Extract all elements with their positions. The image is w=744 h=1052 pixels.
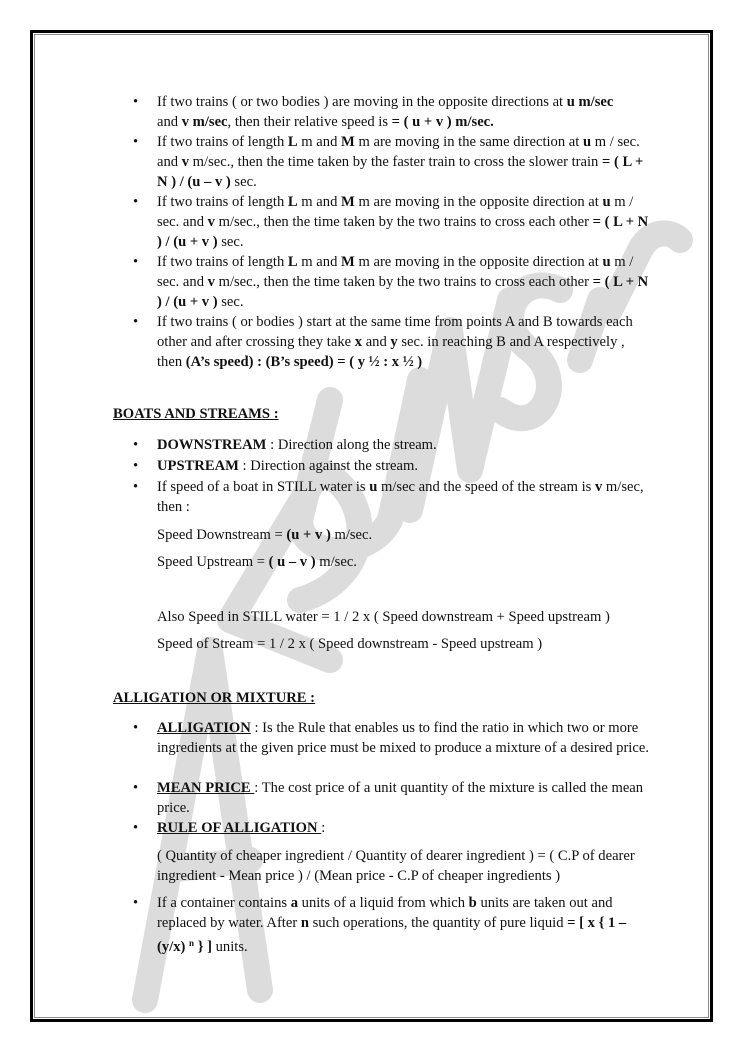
speed-upstream: Speed Upstream = ( u – v ) m/sec. [157,554,357,570]
bullet-icon: • [133,895,139,911]
speed-downstream: Speed Downstream = (u + v ) m/sec. [157,527,373,543]
section-heading-alligation: ALLIGATION OR MIXTURE : [113,690,316,706]
still-water-formula: Also Speed in STILL water = 1 / 2 x ( Speed downstream + Speed upstream ) [157,609,610,625]
bullet-icon: • [133,194,139,210]
stream-speed-formula: Speed of Stream = 1 / 2 x ( Speed downstream - Speed upstream ) [157,636,543,652]
bullet-icon: • [133,820,139,836]
bullet-icon: • [133,458,139,474]
bullet-icon: • [133,254,139,270]
bullet-icon: • [133,479,139,495]
section-heading-boats: BOATS AND STREAMS : [113,406,279,422]
bullet-icon: • [133,94,139,110]
alligation-rule-formula: ( Quantity of cheaper ingredient / Quantity of dearer ingredient ) = ( C.P of dearer ingredient - Mean price ) / (Mean price - C.P of cheaper ingredients ) [157,848,635,884]
bullet-icon: • [133,780,139,796]
bullet-icon: • [133,314,139,330]
bullet-icon: • [133,134,139,150]
bullet-icon: • [133,437,139,453]
bullet-icon: • [133,720,139,736]
